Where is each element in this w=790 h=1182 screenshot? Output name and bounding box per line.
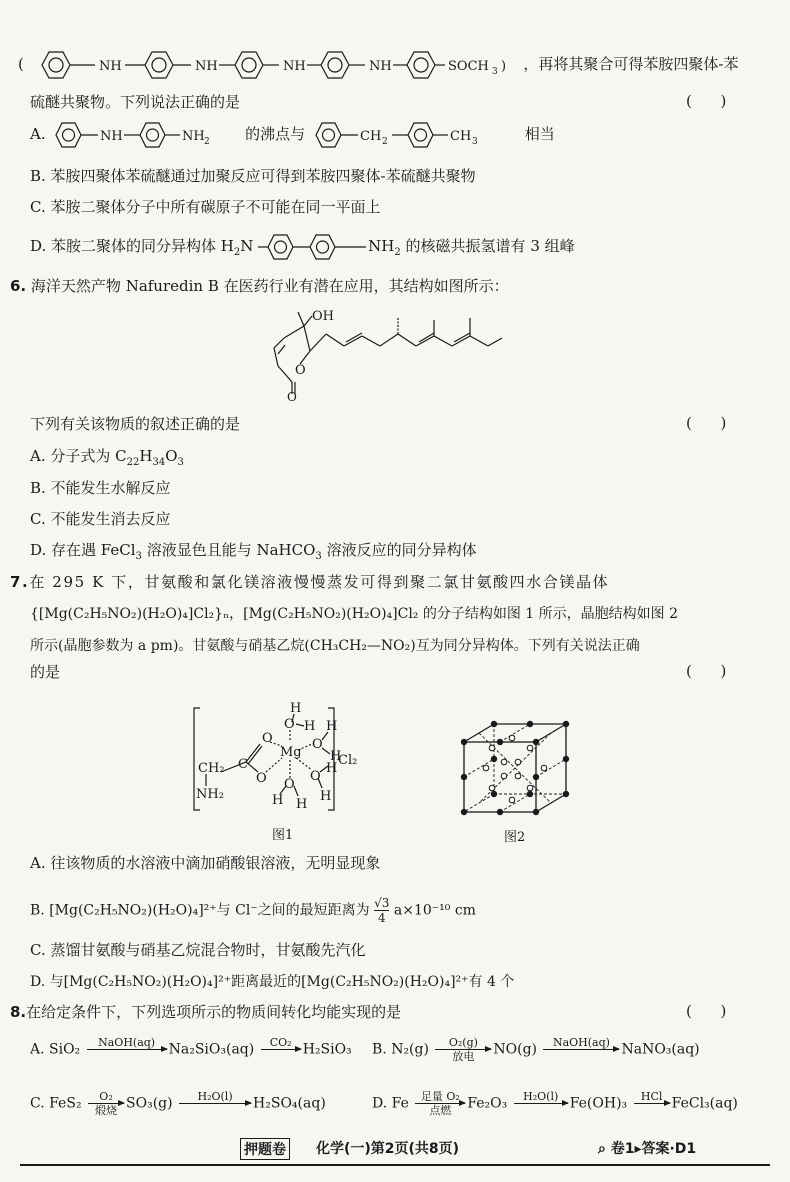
q7-answer-bracket: ( ) xyxy=(686,662,727,680)
figure1-caption: 图1 xyxy=(272,828,294,843)
fig1-c: C xyxy=(238,757,248,772)
q5-stem-line1: ( NH NH NH NH SOCH 3 ) ，再将其聚合可得苯胺四聚体-苯 xyxy=(18,48,739,82)
benzidine-structure xyxy=(258,232,368,262)
q8-answer-bracket: ( ) xyxy=(686,1002,727,1020)
chain-soch: SOCH xyxy=(447,59,489,74)
q7-line1: 7.在 295 K 下，甘氨酸和氯化镁溶液慢慢蒸发可得到聚二氯甘氨酸四水合镁晶体 xyxy=(10,573,610,591)
svg-text:H: H xyxy=(296,797,308,812)
nafuredin-b-structure xyxy=(262,306,507,401)
q8-option-d: D. Fe 足量 O₂ 点燃 Fe₂O₃ H₂O(l) Fe(OH)₃ HCl FeCl₃(aq) xyxy=(372,1090,738,1117)
svg-text:2: 2 xyxy=(381,137,388,147)
q8-stem: 8.在给定条件下，下列选项所示的物质间转化均能实现的是 xyxy=(10,1003,402,1021)
q6-answer-bracket: ( ) xyxy=(686,414,727,432)
q5-option-a: A. NH NH 2 的沸点与 CH 2 CH 3 相当 xyxy=(30,120,555,150)
q7-option-a: A. 往该物质的水溶液中滴加硝酸银溶液，无明显现象 xyxy=(30,854,381,872)
svg-text:H: H xyxy=(326,719,338,734)
svg-text:): ) xyxy=(500,59,506,74)
q7-line2: {[Mg(C₂H₅NO₂)(H₂O)₄]Cl₂}ₙ，[Mg(C₂H₅NO₂)(H₂O)₄]Cl₂ 的分子结构如图 1 所示，晶胞结构如图 2 xyxy=(30,606,679,622)
svg-text:O: O xyxy=(284,717,295,732)
page-footer xyxy=(0,1132,790,1172)
q7-option-d: D. 与[Mg(C₂H₅NO₂)(H₂O)₄]²⁺距离最近的[Mg(C₂H₅NO₂)(H₂O)₄]²⁺有 4 个 xyxy=(30,974,515,990)
q8-option-a: A. SiO₂ NaOH(aq) Na₂SiO₃(aq) CO₂ H₂SiO₃ xyxy=(30,1036,352,1058)
q7-line4: 的是 xyxy=(30,663,61,681)
q6-option-b: B. 不能发生水解反应 xyxy=(30,479,171,497)
footer-right: ⌕ 卷1▸答案·D1 xyxy=(598,1141,697,1157)
q5-answer-bracket: ( ) xyxy=(686,92,727,110)
svg-text:O: O xyxy=(262,731,273,746)
chain-nh-2: NH xyxy=(194,59,218,74)
q7-option-b: B. [Mg(C₂H₅NO₂)(H₂O)₄]²⁺与 Cl⁻之间的最短距离为 $\frac{√3}{4}$ a×10⁻¹⁰ cm xyxy=(30,896,476,925)
svg-text:H: H xyxy=(320,789,332,804)
aniline-chain-structure xyxy=(29,48,519,82)
fig1-mg: Mg xyxy=(280,745,302,760)
svg-text:O: O xyxy=(256,771,267,786)
chain-nh-1: NH xyxy=(98,59,122,74)
svg-text:3: 3 xyxy=(471,137,478,147)
svg-text:O: O xyxy=(312,737,323,752)
fig1-ch2: CH₂ xyxy=(198,761,225,776)
footer-subject: 化学(一)第2页(共8页) xyxy=(316,1141,460,1157)
nafuredin-oh-label: OH xyxy=(312,309,334,324)
search-icon: ⌕ xyxy=(598,1141,606,1157)
svg-text:O: O xyxy=(284,777,295,792)
footer-tag: 押题卷 xyxy=(240,1138,290,1160)
svg-text:NH: NH xyxy=(100,129,124,144)
nafuredin-carbonyl-o: O xyxy=(287,390,297,401)
q6-option-c: C. 不能发生消去反应 xyxy=(30,510,171,528)
q8-option-c: C. FeS₂ O₂ 煅烧 SO₃(g) H₂O(l) H₂SO₄(aq) xyxy=(30,1090,326,1117)
q6-stem: 6. 海洋天然产物 Nafuredin B 在医药行业有潜在应用，其结构如图所示： xyxy=(10,277,509,295)
diphenylmethane-structure xyxy=(310,120,520,150)
figure2-unit-cell xyxy=(456,718,574,818)
svg-text:CH: CH xyxy=(449,129,472,144)
q6-option-d: D. 存在遇 FeCl$_3$ 溶液显色且能与 NaHCO$_3$ 溶液反应的同分异构体 xyxy=(30,541,477,562)
svg-text:CH: CH xyxy=(359,129,382,144)
nafuredin-ring-o: O xyxy=(295,363,306,378)
figure2-caption: 图2 xyxy=(504,830,526,845)
svg-text:2: 2 xyxy=(204,137,211,147)
svg-text:H: H xyxy=(290,701,302,716)
q8-option-b: B. N₂(g) O₂(g) 放电 NO(g) NaOH(aq) NaNO₃(aq) xyxy=(372,1036,700,1063)
footer-rule xyxy=(20,1164,770,1166)
q7-option-c: C. 蒸馏甘氨酸与硝基乙烷混合物时，甘氨酸先汽化 xyxy=(30,941,366,959)
chain-nh-4: NH xyxy=(368,59,392,74)
diphenylamine-structure xyxy=(50,120,240,150)
svg-text:O: O xyxy=(310,769,321,784)
svg-text:H: H xyxy=(304,719,316,734)
chain-nh-3: NH xyxy=(282,59,306,74)
figure1-molecule xyxy=(190,700,380,818)
svg-text:H: H xyxy=(272,793,284,808)
svg-text:H: H xyxy=(326,761,338,776)
chain-sub3: 3 xyxy=(491,67,498,77)
q6-option-a: A. 分子式为 $C_{22}H_{34}O_3$ xyxy=(30,447,184,468)
fig1-cl2: Cl₂ xyxy=(338,753,358,768)
svg-text:H: H xyxy=(330,749,342,764)
q5-stem-end: ，再将其聚合可得苯胺四聚体-苯 xyxy=(523,55,739,73)
svg-text:NH: NH xyxy=(182,129,206,144)
q5-option-b: B. 苯胺四聚体苯硫醚通过加聚反应可得到苯胺四聚体-苯硫醚共聚物 xyxy=(30,167,476,185)
q5-option-d: D. 苯胺二聚体的同分异构体 $H_2N$ $NH_2$ 的核磁共振氢谱有 3 组峰 xyxy=(30,232,575,262)
fig1-nh2: NH₂ xyxy=(196,787,224,802)
q5-stem-line2: 硫醚共聚物。下列说法正确的是 xyxy=(30,93,241,111)
q6-question: 下列有关该物质的叙述正确的是 xyxy=(30,415,241,433)
q7-line3: 所示(晶胞参数为 a pm)。甘氨酸与硝基乙烷(CH₃CH₂—NO₂)互为同分异构体。下列有关说法正确 xyxy=(30,638,640,654)
q5-option-c: C. 苯胺二聚体分子中所有碳原子不可能在同一平面上 xyxy=(30,198,381,216)
